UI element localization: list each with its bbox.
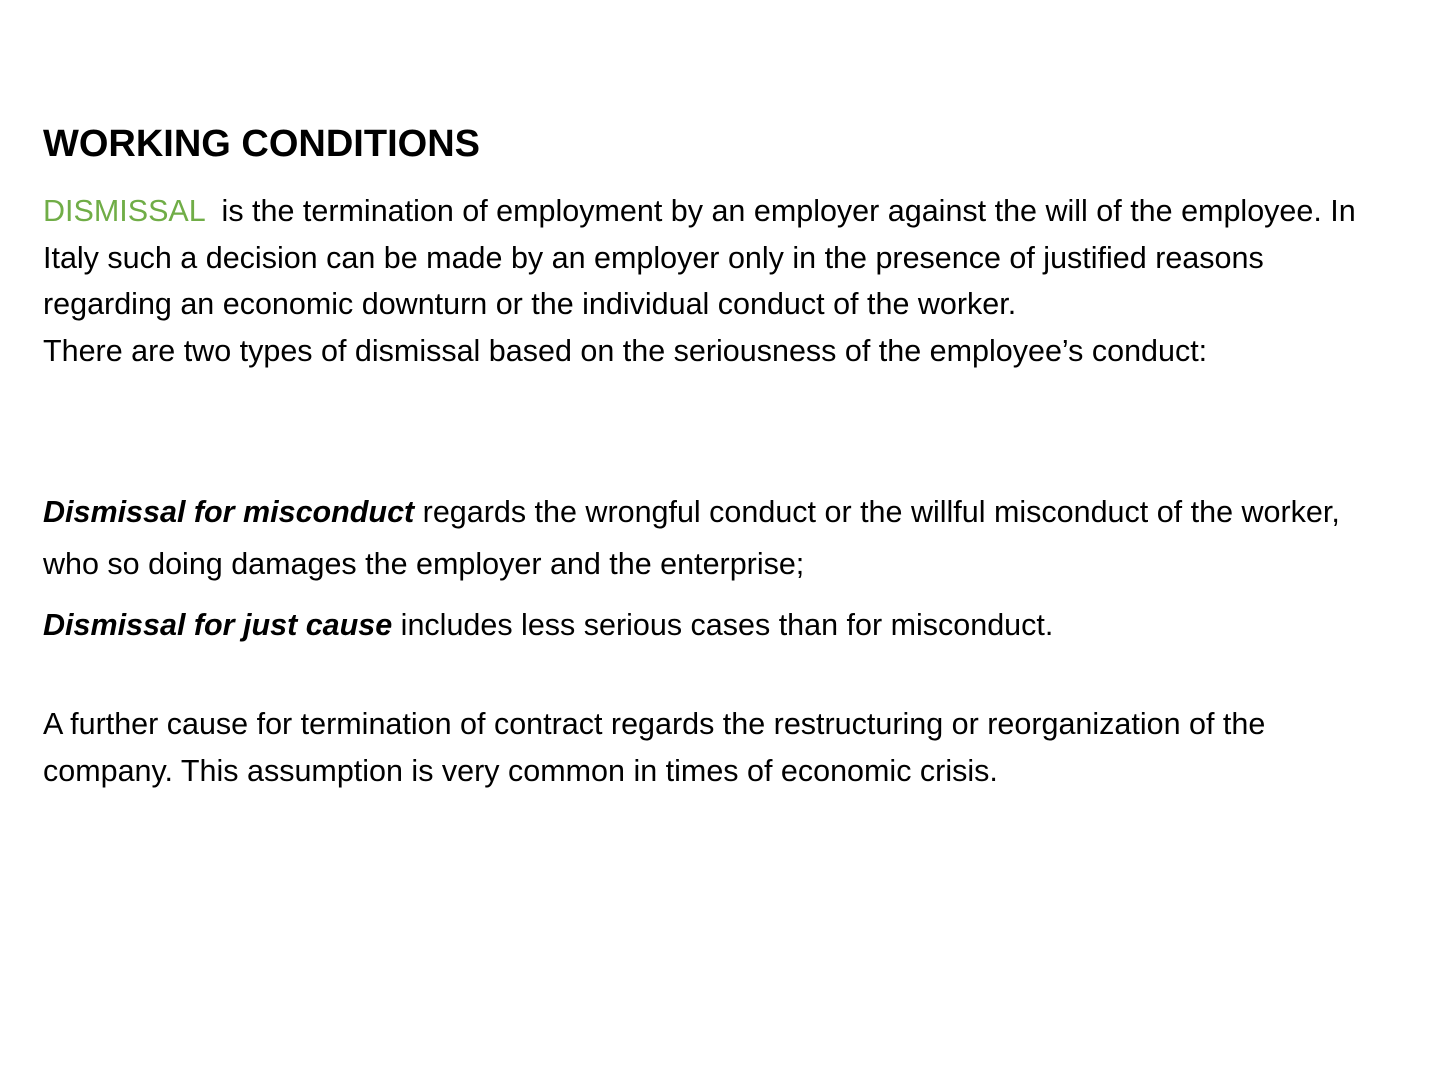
dismissal-definition-paragraph: [43, 188, 1393, 374]
just-cause-paragraph: [43, 602, 1393, 649]
just-cause-term: Dismissal for just cause: [43, 608, 393, 642]
misconduct-term: Dismissal for misconduct: [43, 495, 415, 529]
further-cause-paragraph: A further cause for termination of contract regards the restructuring or reorganization of the company. This assumption is very common in times of economic crisis.: [43, 707, 1266, 788]
dismissal-types-intro: There are two types of dismissal based on the seriousness of the employee’s conduct:: [43, 333, 1208, 368]
slide: [43, 0, 1403, 1080]
dismissal-term: DISMISSAL: [43, 194, 205, 228]
dismissal-definition-text: is the termination of employment by an employer against the will of the employee. In Italy such a decision can be made by an employer only in the presence of justified reasons regarding an economic downturn or the individual conduct of the worker.: [43, 194, 1365, 321]
misconduct-text: regards the wrongful conduct or the willful misconduct of the worker, who so doing damages the employer and the enterprise;: [43, 495, 1340, 581]
misconduct-paragraph: [43, 486, 1393, 590]
page-title: WORKING CONDITIONS: [43, 123, 480, 165]
just-cause-text: includes less serious cases than for misconduct.: [392, 608, 1054, 642]
